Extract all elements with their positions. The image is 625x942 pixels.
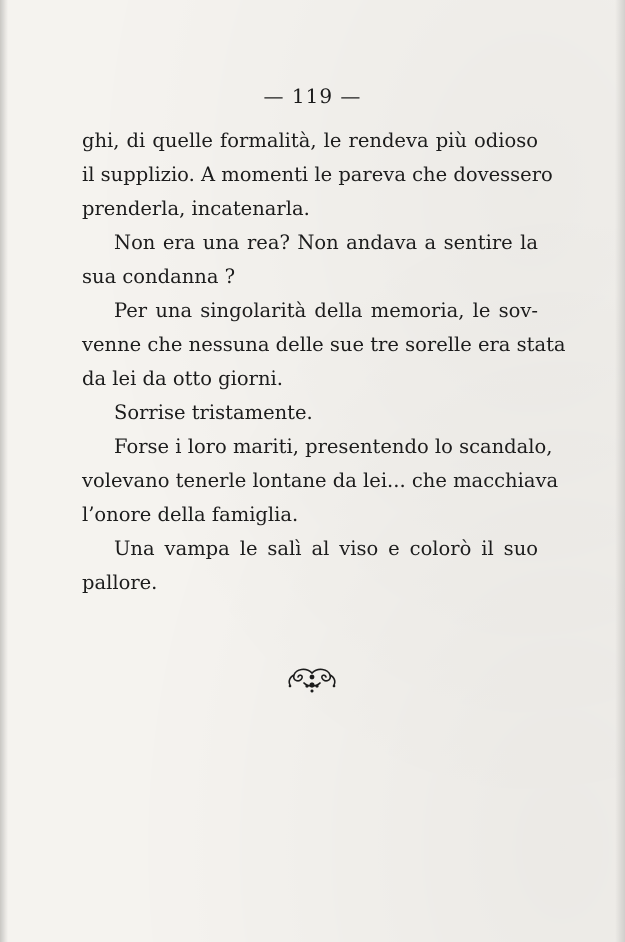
text-line: ghi, di quelle formalità, le rendeva più odioso xyxy=(82,129,538,152)
text-line: il supplizio. A momenti le pareva che dovessero xyxy=(82,163,553,186)
text-line: Una vampa le salì al viso e colorò il suo xyxy=(114,537,538,560)
page-number: — 119 — xyxy=(263,84,362,108)
text-line: Per una singolarità della memoria, le sov- xyxy=(114,299,538,322)
text-line: Sorrise tristamente. xyxy=(114,401,313,424)
text-line: da lei da otto giorni. xyxy=(82,367,283,390)
text-line: l’onore della famiglia. xyxy=(82,503,299,526)
page-left-edge-shadow xyxy=(0,0,8,942)
body-text xyxy=(82,124,566,600)
text-line: prenderla, incatenarla. xyxy=(82,197,310,220)
text-line: Forse i loro mariti, presentendo lo scandalo, xyxy=(114,435,553,458)
text-line: volevano tenerle lontane da lei... che macchiava xyxy=(82,469,559,492)
text-line: sua condanna ? xyxy=(82,265,236,288)
page-right-edge-shadow xyxy=(615,0,625,942)
text-line: pallore. xyxy=(82,571,158,594)
text-line: venne che nessuna delle sue tre sorelle era stata xyxy=(82,333,566,356)
text-line: Non era una rea? Non andava a sentire la xyxy=(114,231,538,254)
floral-ornament-icon xyxy=(282,665,342,695)
